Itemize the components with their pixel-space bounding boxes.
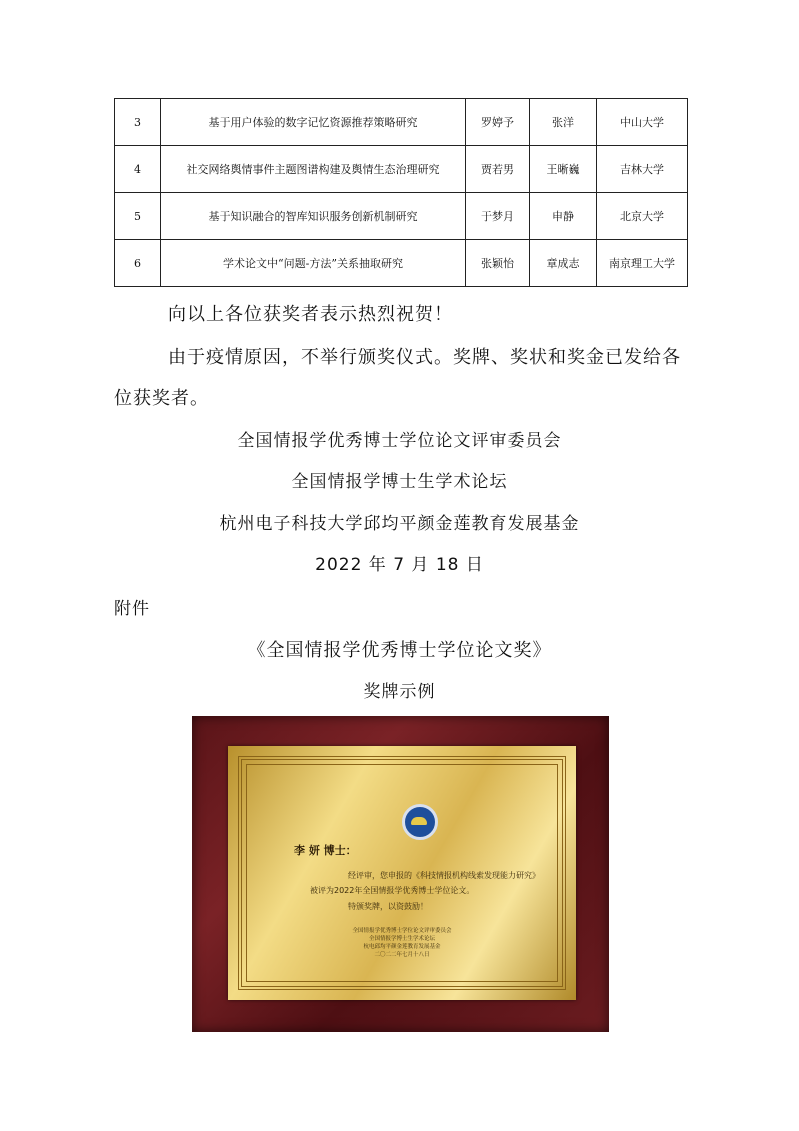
- author-name: 张颖怡: [466, 240, 530, 287]
- award-plaque-photo: [192, 716, 609, 1032]
- university-name: 吉林大学: [597, 146, 688, 193]
- thesis-title: 基于用户体验的数字记忆资源推荐策略研究: [161, 99, 466, 146]
- signature-org-1: 全国情报学优秀博士学位论文评审委员会: [237, 431, 562, 451]
- signature-org-3: 杭州电子科技大学邱均平颜金莲教育发展基金: [219, 514, 580, 534]
- awards-table: [114, 98, 688, 287]
- plaque-footer-1: 全国情报学优秀博士学位论文评审委员会: [352, 928, 452, 934]
- advisor-name: 王晰巍: [530, 146, 597, 193]
- table-row: [115, 240, 688, 287]
- plaque-footer-2: 全国情报学博士生学术论坛: [368, 936, 435, 942]
- table-row: [115, 193, 688, 240]
- notice-text-line-1: 由于疫情原因，不举行颁奖仪式。奖牌、奖状和奖金已发给各: [168, 347, 681, 368]
- thesis-title: 社交网络舆情事件主题图谱构建及舆情生态治理研究: [161, 146, 466, 193]
- university-name: 南京理工大学: [597, 240, 688, 287]
- plaque-footer-4: 二〇二二年七月十八日: [374, 952, 430, 958]
- gold-plate: [228, 746, 576, 1000]
- university-name: 中山大学: [597, 99, 688, 146]
- emblem-logo-icon: [402, 804, 438, 840]
- thesis-title: 基于知识融合的智库知识服务创新机制研究: [161, 193, 466, 240]
- thesis-title: 学术论文中“问题-方法”关系抽取研究: [161, 240, 466, 287]
- table-row: [115, 146, 688, 193]
- author-name: 于梦月: [466, 193, 530, 240]
- row-number: 3: [115, 99, 161, 146]
- plaque-text-line-2: 被评为2022年全国情报学优秀博士学位论文。: [310, 886, 475, 895]
- row-number: 6: [115, 240, 161, 287]
- plaque-text-line-1: 经评审，您申报的《科技情报机构线索发现能力研究》: [348, 871, 540, 880]
- signature-date: 2022 年 7 月 18 日: [315, 555, 484, 575]
- signature-org-2: 全国情报学博士生学术论坛: [291, 472, 508, 492]
- author-name: 贾若男: [466, 146, 530, 193]
- plaque-text-line-3: 特颁奖牌，以资鼓励！: [348, 902, 428, 911]
- row-number: 5: [115, 193, 161, 240]
- author-name: 罗婷予: [466, 99, 530, 146]
- advisor-name: 章成志: [530, 240, 597, 287]
- university-name: 北京大学: [597, 193, 688, 240]
- table-row: [115, 99, 688, 146]
- congratulations-text: 向以上各位获奖者表示热烈祝贺！: [168, 304, 453, 325]
- advisor-name: 申静: [530, 193, 597, 240]
- attachment-label: 附件: [114, 599, 150, 619]
- notice-text-line-2: 位获奖者。: [114, 388, 209, 409]
- advisor-name: 张洋: [530, 99, 597, 146]
- row-number: 4: [115, 146, 161, 193]
- attachment-subtitle: 奖牌示例: [363, 682, 436, 702]
- plaque-footer-3: 杭电邱均平颜金莲教育发展基金: [363, 944, 441, 950]
- attachment-title: 《全国情报学优秀博士学位论文奖》: [247, 640, 552, 661]
- plaque-recipient: 李 妍 博士：: [294, 844, 357, 857]
